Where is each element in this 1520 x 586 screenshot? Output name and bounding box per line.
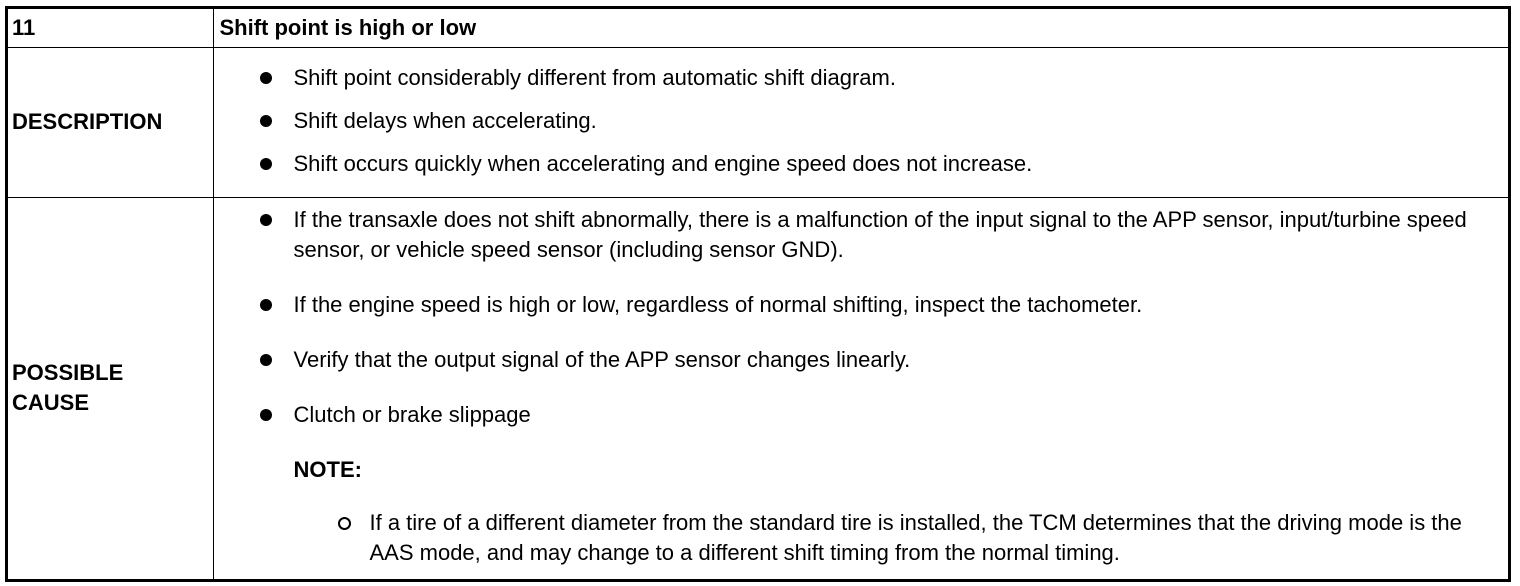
cause-item-text: Verify that the output signal of the APP sensor changes linearly.: [293, 346, 911, 372]
note-list: [214, 508, 1509, 568]
possible-cause-row: [8, 197, 1508, 579]
filled-circle-bullet-icon: [260, 409, 272, 421]
description-label: DESCRIPTION: [12, 109, 163, 134]
header-row: [8, 9, 1508, 47]
filled-circle-bullet-icon: [260, 158, 272, 170]
list-item: [260, 400, 1509, 430]
filled-circle-bullet-icon: [260, 214, 272, 226]
filled-circle-bullet-icon: [260, 115, 272, 127]
list-item: [260, 106, 1509, 136]
cause-item-text: If the transaxle does not shift abnormally, there is a malfunction of the input signal to the APP sensor, input/turbine speed sensor, or vehicle speed sensor (including sensor GND).: [293, 206, 1467, 262]
list-item: [260, 63, 1509, 93]
note-heading: NOTE:: [293, 456, 362, 482]
description-list: [214, 63, 1509, 179]
cause-item-text: If the engine speed is high or low, regardless of normal shifting, inspect the tachometer.: [293, 291, 1143, 317]
description-item-text: Shift occurs quickly when accelerating and engine speed does not increase.: [293, 151, 1033, 176]
possible-cause-label-cell: [8, 197, 213, 579]
symptom-title: Shift point is high or low: [213, 9, 1508, 47]
possible-cause-label: POSSIBLE CAUSE: [12, 360, 124, 416]
description-row: [8, 47, 1508, 197]
possible-cause-content: [213, 197, 1508, 579]
filled-circle-bullet-icon: [260, 354, 272, 366]
note-item-text: If a tire of a different diameter from the standard tire is installed, the TCM determines that the driving mode is the AAS mode, and may change to a different shift timing from the normal timing.: [369, 509, 1462, 565]
filled-circle-bullet-icon: [260, 72, 272, 84]
list-item: [260, 345, 1509, 375]
troubleshooting-table: [8, 9, 1508, 579]
open-circle-bullet-icon: [338, 517, 351, 530]
description-label-cell: [8, 47, 213, 197]
list-item: [338, 508, 1509, 568]
description-item-text: Shift point considerably different from automatic shift diagram.: [293, 65, 896, 90]
list-item: [260, 290, 1509, 320]
cause-item-text: Clutch or brake slippage: [293, 401, 531, 427]
possible-cause-list: [214, 205, 1509, 430]
list-item: [260, 205, 1509, 265]
filled-circle-bullet-icon: [260, 299, 272, 311]
description-content: [213, 47, 1508, 197]
symptom-number: 11: [8, 9, 213, 47]
troubleshooting-table-frame: [5, 6, 1511, 582]
description-item-text: Shift delays when accelerating.: [293, 108, 597, 133]
list-item: [260, 149, 1509, 179]
